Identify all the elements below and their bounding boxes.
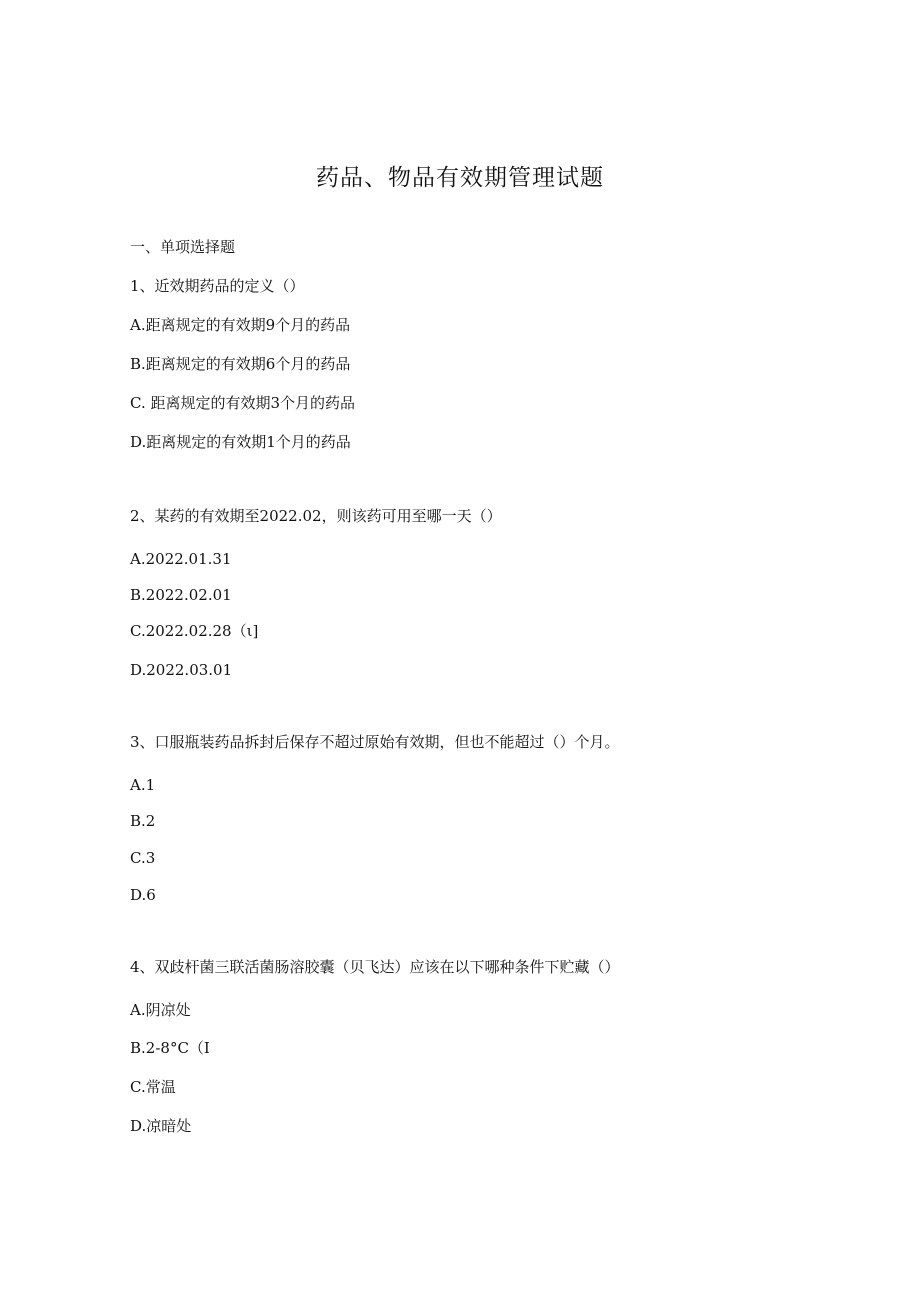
question-4-option-b: B.2-8°C（I — [130, 1039, 210, 1057]
question-2-stem: 2、某药的有效期至2022.02，则该药可用至哪一天（） — [130, 507, 502, 525]
section-heading: 一、单项选择题 — [130, 238, 236, 256]
question-4-stem: 4、双歧杆菌三联活菌肠溶胶囊（贝飞达）应该在以下哪种条件下贮藏（） — [130, 958, 620, 976]
question-3-option-b: B.2 — [130, 812, 156, 830]
question-2-option-d: D.2022.03.01 — [130, 661, 233, 679]
question-3-stem: 3、口服瓶装药品拆封后保存不超过原始有效期，但也不能超过（）个月。 — [130, 733, 620, 751]
question-4-option-d: D.凉暗处 — [130, 1117, 192, 1135]
question-4-option-c: C.常温 — [130, 1078, 176, 1096]
question-1-option-d: D.距离规定的有效期1个月的药品 — [130, 433, 351, 451]
question-3-option-d: D.6 — [130, 886, 156, 904]
question-2-option-b: B.2022.02.01 — [130, 586, 232, 604]
question-3-option-c: C.3 — [130, 849, 156, 867]
question-4-option-a: A.阴凉处 — [130, 1001, 191, 1019]
question-1-option-b: B.距离规定的有效期6个月的药品 — [130, 355, 351, 373]
document-title: 药品、物品有效期管理试题 — [316, 165, 604, 191]
question-2-option-c: C.2022.02.28（ι] — [130, 622, 259, 640]
question-1-stem: 1、近效期药品的定义（） — [130, 277, 305, 295]
question-3-option-a: A.1 — [130, 776, 156, 794]
question-2-option-a: A.2022.01.31 — [130, 550, 232, 568]
question-1-option-c: C. 距离规定的有效期3个月的药品 — [130, 394, 356, 412]
question-1-option-a: A.距离规定的有效期9个月的药品 — [130, 316, 351, 334]
